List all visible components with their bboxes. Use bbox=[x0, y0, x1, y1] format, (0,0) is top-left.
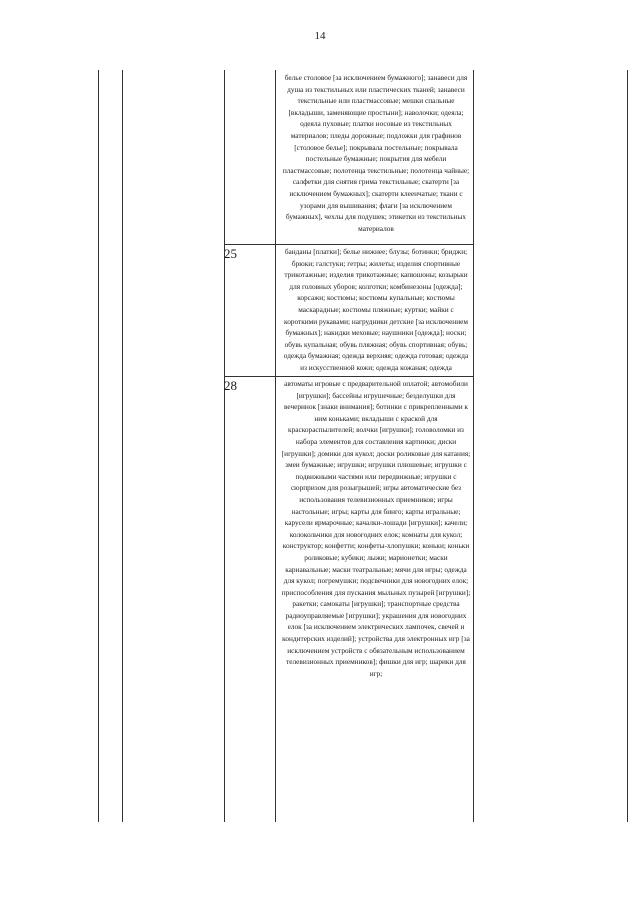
goods-list-cell: белье столовое [за исключением бумажного]; занавеси для душа из текстильных или пластических тканей; занавеси текстильные или пластмассовые; мешки спальные [вкладыши, заменяющие простыни]; наволочки; одеяла; одеяла пуховые; платки носовые из текстильных материалов; пледы дорожные; подложки для графинов [столовое белье]; покрывала постельные; покрывала постельные бумажные; покрытия для мебели пластмассовые; полотенца текстильные; полотенца чайные; салфетки для снятия грима текстильные; скатерти [за исключением бумажных]; скатерти клеенчатые; ткани с узорами для вышивания; флаги [за исключением бумажных], чехлы для подушек; этикетки из текстильных материалов bbox=[282, 73, 470, 233]
goods-list-cell: автоматы игровые с предварительной оплатой; автомобили [игрушки]; бассейны игрушечные; безделушки для вечеринок [знаки внимания]; ботинки с прикрепленными к ним коньками; вкладыши с краской для краскораспылителей; волчки [игрушки]; головоломки из набора элементов для составления картинки; диски [игрушки]; домики для кукол; доски роликовые для катания; змеи бумажные; игрушки; игрушки плюшевые; игрушки с подвижными частями или передвижные; игрушки с сюрпризом для розыгрышей; игры автоматические без использования телевизионных приемников; игры настольные; игры; карты для бинго; карты игральные; карусели ярмарочные; качалки-лошади [игрушки]; качели; колокольчики для новогодних елок; комнаты для кукол; конструктор; конфетти; конфеты-хлопушки; коньки; коньки роликовые; кубики; лыжи; марионетки; маски карнавальные; маски театральные; мячи для игры; одежда для кукол; погремушки; подсвечники для новогодних елок; приспособления для пускания мыльных пузырей [игрушки]; ракетки; самокаты [игрушки]; транспортные средства радиоуправляемые [игрушки]; украшения для новогодних елок [за исключением электрических лампочек, свечей и кондитерских изделий]; устройства для электронных игр [за исключением устройств с обязательным использованием телевизионных приемников]; фишки для игр; шарики для игр; bbox=[281, 379, 471, 678]
class-number-cell: 28 bbox=[224, 378, 237, 393]
table-border-left bbox=[98, 70, 99, 822]
class-number-cell: 25 bbox=[224, 246, 237, 261]
goods-list-cell: банданы [платки]; белье нижнее; блузы; ботинки; бриджи; брюки; галстуки; гетры; жилеты; изделия спортивные трикотажные; изделия трикотажные; капюшоны; козырьки для головных уборов; колготки; комбинезоны [одежда]; корсажи; костюмы; костюмы купальные; костюмы маскарадные; костюмы пляжные; куртки; майки с короткими рукавами; нагрудники детские [за исключением бумажных]; накидки меховые; наушники [одежда]; носки; обувь купальная; обувь пляжная; обувь спортивная; обувь; одежда бумажная; одежда верхняя; одежда готовая; одежда из искусственной кожи; одежда кожаная; одежда bbox=[283, 247, 469, 372]
table-column-divider bbox=[122, 70, 123, 822]
table-column-divider bbox=[224, 70, 225, 822]
row-divider bbox=[224, 244, 474, 245]
table-border-right bbox=[627, 70, 628, 822]
page-number: 14 bbox=[314, 30, 326, 42]
table-column-divider bbox=[275, 70, 276, 822]
table-column-divider bbox=[473, 70, 474, 822]
goods-table bbox=[98, 70, 628, 822]
row-divider bbox=[224, 376, 474, 377]
